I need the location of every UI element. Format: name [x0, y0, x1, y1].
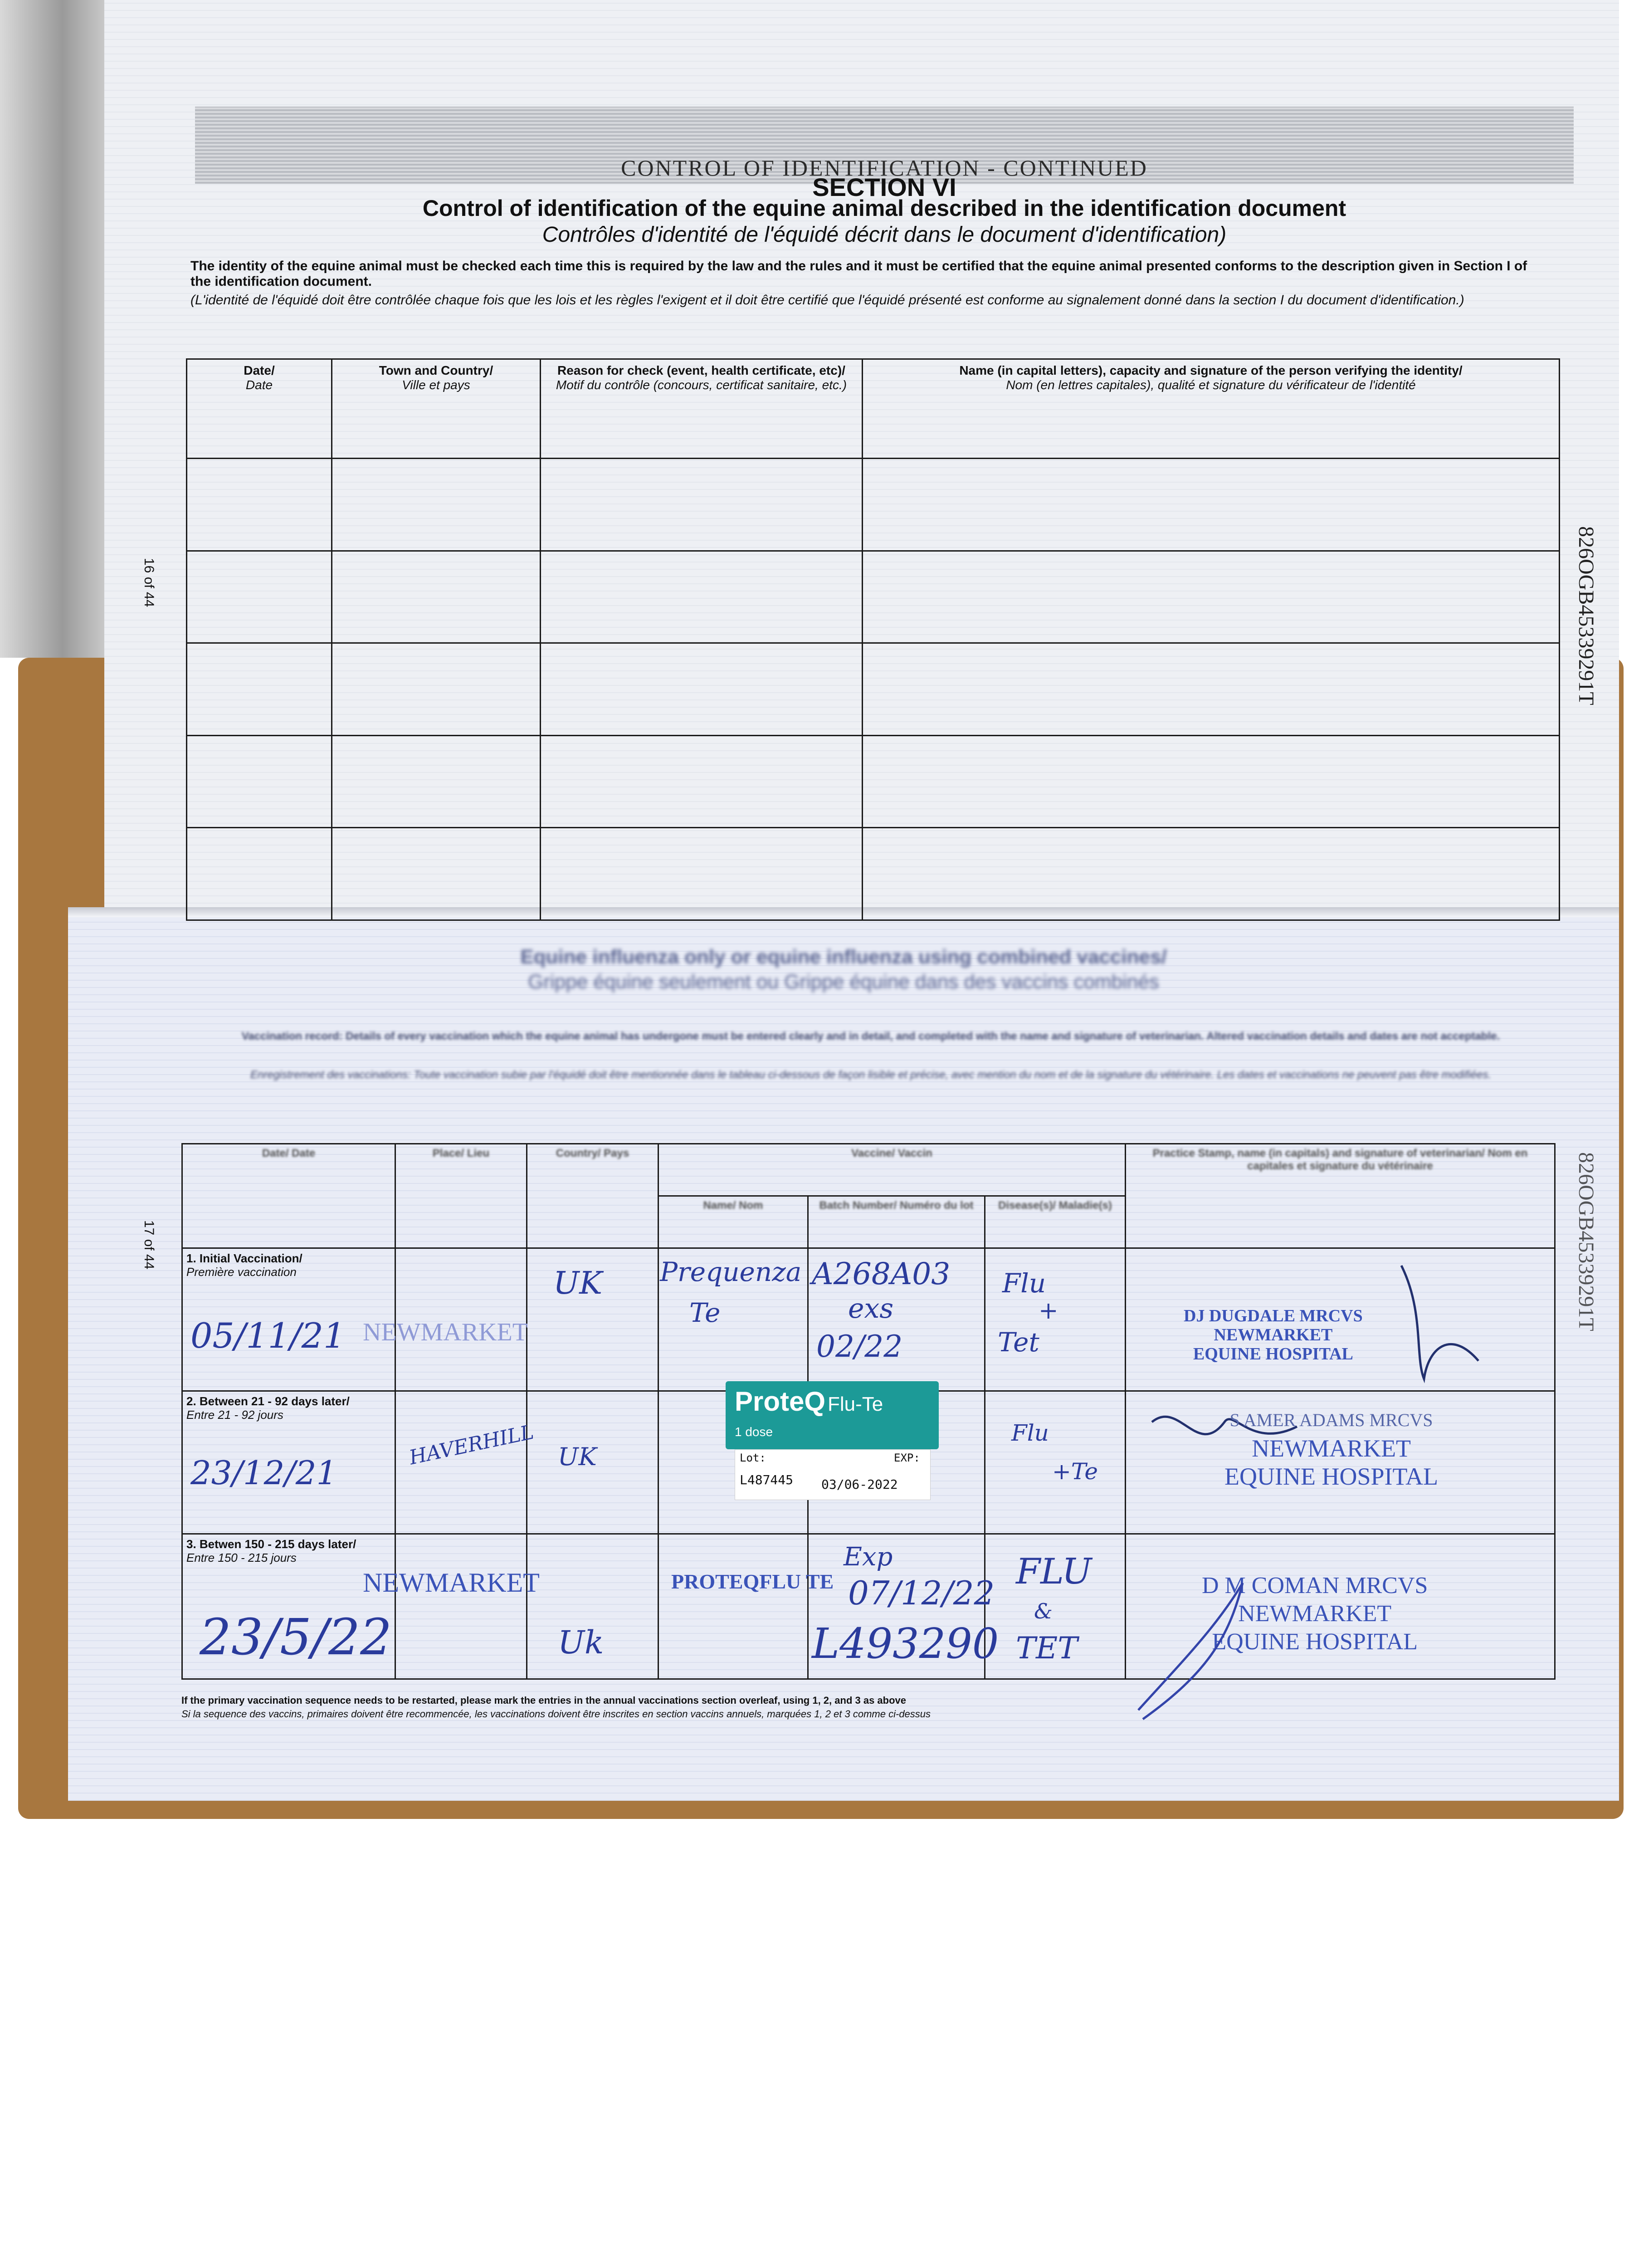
- col-reason-en: Reason for check (event, health certificate, etc)/: [557, 363, 845, 377]
- vet-stamp-name: D M COMAN MRCVS: [1202, 1573, 1428, 1598]
- page-number-17: 17 of 44: [141, 1220, 156, 1270]
- table-cell: [332, 459, 541, 551]
- handwritten-disease: Tet: [998, 1327, 1039, 1358]
- handwritten-date: 05/11/21: [190, 1315, 346, 1356]
- col-verifier-en: Name (in capital letters), capacity and signature of the person verifying the identity/: [959, 363, 1463, 377]
- vacc-header-row: [182, 1144, 1555, 1196]
- col-reason: [541, 359, 863, 459]
- col-date: [187, 359, 332, 459]
- row-label: [186, 1394, 391, 1422]
- sticker-lot: L487445: [740, 1472, 794, 1487]
- handwritten-country: UK: [553, 1266, 603, 1301]
- place-stamp: NEWMARKET: [363, 1568, 540, 1598]
- vaccine-label-sticker: [726, 1381, 939, 1508]
- table-row: [187, 551, 1560, 643]
- vet-stamp-line: EQUINE HOSPITAL: [1212, 1629, 1418, 1655]
- table-header-row: [187, 359, 1560, 459]
- table-cell: [541, 735, 863, 828]
- row-label: [186, 1251, 391, 1279]
- place-stamp: NEWMARKET: [363, 1318, 528, 1346]
- sticker-product: Flu-Te: [828, 1393, 883, 1415]
- col-reason-fr: Motif du contrôle (concours, certificat sanitaire, etc.): [556, 378, 847, 392]
- table-row: [187, 735, 1560, 828]
- col-date: Date/ Date: [182, 1144, 395, 1248]
- row-label-en: 1. Initial Vaccination/: [186, 1251, 302, 1265]
- vaccine-name-stamp: PROTEQFLU TE: [671, 1570, 834, 1593]
- footnote: If the primary vaccination sequence needs to be restarted, please mark the entries in the annual vaccinations section overleaf, using 1, 2, and 3 as above: [181, 1695, 907, 1706]
- handwritten-disease: TET: [1016, 1631, 1078, 1666]
- table-row: [187, 643, 1560, 736]
- row-label-en: 3. Betwen 150 - 215 days later/: [186, 1537, 356, 1551]
- table-row: [187, 459, 1560, 551]
- row-label: [186, 1537, 391, 1564]
- sticker-exp: 03/06-2022: [821, 1477, 898, 1492]
- vet-stamp-line: EQUINE HOSPITAL: [1224, 1463, 1439, 1490]
- vaccine-name-cell: [658, 1534, 808, 1679]
- col-vaccine: Vaccine/ Vaccin: [658, 1144, 1126, 1196]
- row-label-fr: Entre 150 - 215 jours: [186, 1551, 297, 1564]
- table-cell: [863, 551, 1560, 643]
- sticker-brand-area: [726, 1381, 939, 1449]
- handwritten-batch: 07/12/22: [848, 1574, 995, 1612]
- handwritten-disease: Flu: [1002, 1268, 1046, 1299]
- vet-stamp: [1224, 1406, 1438, 1491]
- col-verifier: [863, 359, 1560, 459]
- table-cell: [863, 828, 1560, 920]
- table-cell: [187, 643, 332, 736]
- handwritten-country: UK: [558, 1442, 597, 1471]
- vet-stamp-line: NEWMARKET: [1252, 1435, 1411, 1462]
- row-label-en: 2. Between 21 - 92 days later/: [186, 1394, 350, 1408]
- passport-id-upper: 826OGB45339291T: [1574, 526, 1598, 705]
- table-cell: [863, 735, 1560, 828]
- handwritten-disease: Flu: [1011, 1420, 1049, 1446]
- vaccination-heading: Equine influenza only or equine influenza using combined vaccines/: [520, 946, 1167, 968]
- col-town-en: Town and Country/: [379, 363, 493, 377]
- table-cell: [332, 551, 541, 643]
- table-cell: [332, 735, 541, 828]
- page-title: Control of identification of the equine animal described in the identification document: [422, 196, 1346, 221]
- intro-text: The identity of the equine animal must be checked each time this is required by the law and the rules and it must be certified that the equine animal presented conforms to the description given in Section I of the identification document.: [190, 259, 1527, 289]
- table-cell: [541, 459, 863, 551]
- page-number-16: 16 of 44: [141, 558, 156, 607]
- handwritten-disease: +Te: [1052, 1458, 1098, 1485]
- handwritten-date: 23/5/22: [200, 1608, 392, 1666]
- col-country: Country/ Pays: [527, 1144, 658, 1248]
- row-label-fr: Entre 21 - 92 jours: [186, 1408, 283, 1422]
- col-vaccine-name: Name/ Nom: [658, 1196, 808, 1248]
- passport-id-lower: 826OGB45339291T: [1574, 1152, 1598, 1331]
- handwritten-place: HAVERHILL: [407, 1420, 536, 1470]
- vet-stamp-line: EQUINE HOSPITAL: [1193, 1344, 1353, 1364]
- sticker-brand: ProteQ: [735, 1386, 826, 1417]
- vet-stamp-line: NEWMARKET: [1214, 1325, 1333, 1344]
- page-title-fr: Contrôles d'identité de l'équidé décrit dans le document d'identification): [542, 223, 1227, 247]
- vet-stamp-line: NEWMARKET: [1238, 1601, 1392, 1627]
- vaccination-record-text: Vaccination record: Details of every vaccination which the equine animal has undergone must be entered clearly and in detail, and completed with the name and signature of veterinarian. Altered vaccination details and dates are not acceptable.: [241, 1030, 1500, 1042]
- table-cell: [541, 828, 863, 920]
- table-cell: [541, 551, 863, 643]
- footnote-fr: Si la sequence des vaccins, primaires doivent être recommencée, les vaccinations doivent être inscrites en section vaccins annuels, marquées 1, 2 et 3 comme ci-dessus: [181, 1708, 931, 1720]
- sticker-exp-label: EXP:: [894, 1452, 920, 1464]
- handwritten-disease: FLU: [1016, 1551, 1092, 1592]
- table-cell: [332, 828, 541, 920]
- handwritten-disease: &: [1034, 1599, 1053, 1623]
- handwritten-batch: Exp: [844, 1542, 893, 1572]
- handwritten-country: Uk: [558, 1624, 604, 1661]
- passport-spine: [0, 0, 104, 658]
- table-cell: [863, 643, 1560, 736]
- handwritten-batch: 02/22: [816, 1329, 903, 1364]
- vet-stamp-name: DJ DUGDALE MRCVS: [1184, 1306, 1363, 1325]
- col-batch: Batch Number/ Numéro du lot: [808, 1196, 985, 1248]
- handwritten-date: 23/12/21: [190, 1454, 337, 1492]
- table-cell: [332, 643, 541, 736]
- sticker-dose: 1 dose: [735, 1425, 773, 1439]
- col-date-fr: Date: [245, 378, 273, 392]
- col-verifier-fr: Nom (en lettres capitales), qualité et signature du vérificateur de l'identité: [1006, 378, 1416, 392]
- table-row: [187, 828, 1560, 920]
- handwritten-vaccine-name: Te: [689, 1297, 721, 1328]
- handwritten-batch: A268A03: [812, 1256, 951, 1291]
- handwritten-batch: exs: [848, 1293, 894, 1325]
- vaccination-heading-fr: Grippe équine seulement ou Grippe équine dans des vaccins combinés: [528, 971, 1159, 993]
- col-town: [332, 359, 541, 459]
- table-cell: [187, 459, 332, 551]
- sticker-lot-label: Lot:: [740, 1452, 766, 1464]
- identification-table: [186, 358, 1560, 921]
- handwritten-vaccine-name: Prequenza: [660, 1256, 802, 1287]
- vaccination-record-text-fr: Enregistrement des vaccinations: Toute vaccination subie par l'équidé doit être mentionnée dans le tableau ci-dessous de façon lisible et précise, avec mention du nom et de la signature du vétérinaire. Les dates et vaccinations ne peuvent pas être modifiées.: [250, 1069, 1491, 1081]
- col-date-en: Date/: [244, 363, 275, 377]
- col-place: Place/ Lieu: [395, 1144, 527, 1248]
- col-practice: Practice Stamp, name (in capitals) and signature of veterinarian/ Nom en capitales et signature du vétérinaire: [1126, 1144, 1555, 1248]
- sticker-lot-area: [735, 1449, 931, 1500]
- place-cell: [395, 1534, 527, 1679]
- signature-image: [1361, 1256, 1524, 1393]
- banner-title: CONTROL OF IDENTIFICATION - CONTINUED: [621, 155, 1148, 181]
- intro-text-fr: (L'identité de l'équidé doit être contrôlée chaque fois que les lois et les règles l'exigent et il doit être certifié que l'équidé présenté est conforme au signalement donné dans la section I du document d'identification.): [190, 293, 1464, 308]
- handwritten-batch: L493290: [812, 1619, 999, 1668]
- table-cell: [187, 828, 332, 920]
- section-heading: SECTION VI: [812, 173, 956, 201]
- table-cell: [187, 551, 332, 643]
- table-cell: [187, 735, 332, 828]
- col-disease: Disease(s)/ Maladie(s): [985, 1196, 1126, 1248]
- handwritten-disease: +: [1039, 1297, 1058, 1325]
- vet-stamp: [1184, 1306, 1363, 1364]
- row-label-fr: Première vaccination: [186, 1265, 297, 1279]
- table-cell: [863, 459, 1560, 551]
- vet-stamp-name: S AMER ADAMS MRCVS: [1229, 1410, 1433, 1430]
- col-town-fr: Ville et pays: [402, 378, 470, 392]
- table-cell: [541, 643, 863, 736]
